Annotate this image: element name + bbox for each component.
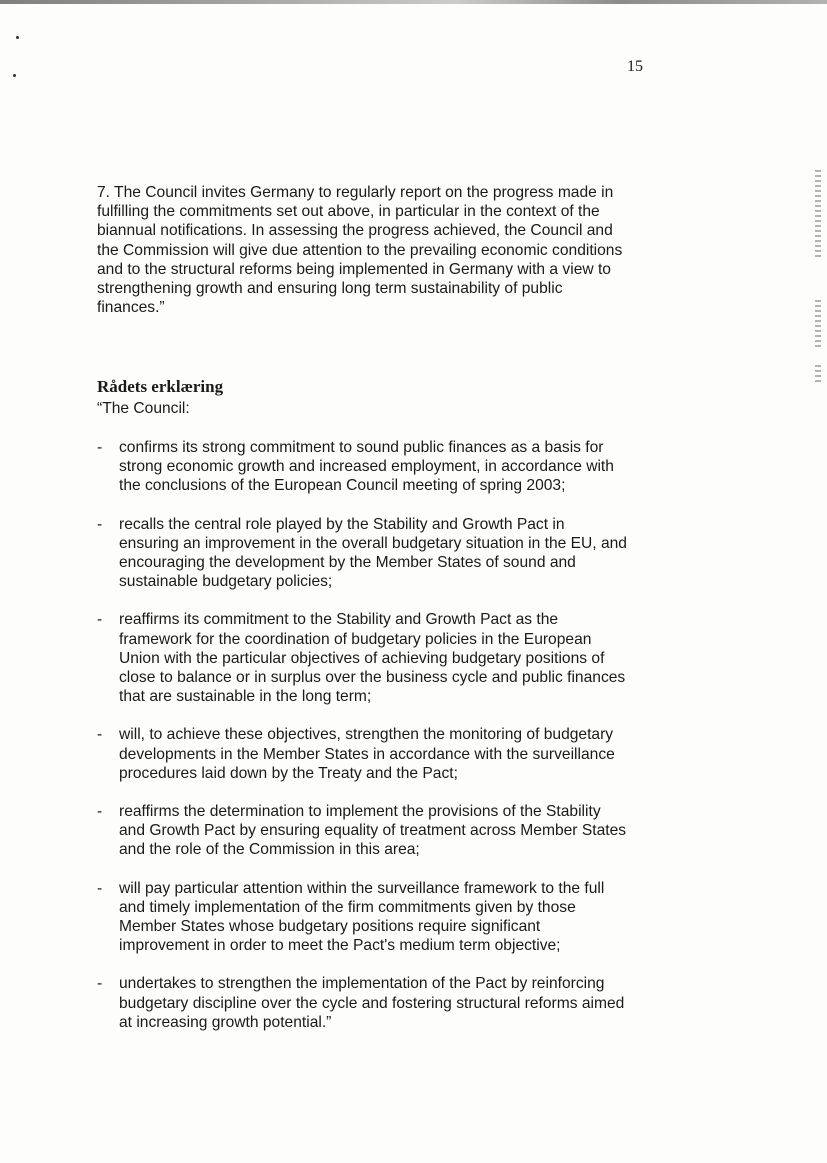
scan-edge-noise — [815, 170, 821, 260]
list-item-text: recalls the central role played by the Stability and Growth Pact in ensuring an improvement in the overall budgetary situation in the EU, and encouraging the development by the Member States of sound and sustainable budgetary policies; — [119, 515, 627, 591]
bullet-dash: - — [97, 611, 103, 629]
scan-edge-noise — [815, 300, 821, 350]
council-intro: “The Council: — [97, 400, 190, 417]
paragraph-7: 7. The Council invites Germany to regularly report on the progress made in fulfilling the commitments set out above, in particular in the context of the biannual notifications. In assessing the progress achieved, the Council and the Commission will give due attention to the prevailing economic conditions and to the structural reforms being implemented in Germany with a view to strengthening growth and ensuring long term sustainability of public finances.” — [97, 184, 623, 317]
bullet-dash: - — [97, 515, 103, 533]
bullet-dash: - — [97, 439, 103, 456]
list-item-text: will, to achieve these objectives, strengthen the monitoring of budgetary developments in the Member States in accordance with the surveillance procedures laid down by the Treaty and the Pact; — [119, 726, 615, 782]
list-item — [97, 725, 627, 783]
scan-top-edge — [0, 0, 827, 4]
list-item-text: confirms its strong commitment to sound public finances as a basis for strong economic growth and increased employment, in accordance with the conclusions of the European Council meeting of spring 2003; — [119, 439, 614, 495]
list-item-text: reaffirms the determination to implement the provisions of the Stability and Growth Pact by ensuring equality of treatment across Member States and the role of the Commission in this area; — [119, 803, 627, 859]
list-item — [97, 438, 627, 496]
list-item — [97, 879, 627, 956]
bullet-dash: - — [97, 803, 103, 821]
bullet-dash: - — [97, 879, 103, 897]
list-item — [97, 802, 627, 860]
council-statement-list — [97, 438, 627, 1051]
bullet-dash: - — [97, 975, 103, 993]
list-item-text: will pay particular attention within the surveillance framework to the full and timely implementation of the firm commitments given by those Member States whose budgetary positions require significant improvement in order to meet the Pact's medium term objective; — [119, 879, 605, 955]
section-heading: Rådets erklæring — [97, 377, 224, 396]
scan-speck — [16, 36, 19, 39]
list-item — [97, 974, 627, 1032]
list-item-text: undertakes to strengthen the implementation of the Pact by reinforcing budgetary discipline over the cycle and fostering structural reforms aimed at increasing growth potential.” — [119, 975, 625, 1031]
scan-speck — [13, 74, 16, 77]
page-number: 15 — [627, 58, 643, 75]
list-item — [97, 610, 627, 706]
bullet-dash: - — [97, 726, 103, 744]
scan-edge-noise — [815, 365, 821, 385]
list-item-text: reaffirms its commitment to the Stability and Growth Pact as the framework for the coordination of budgetary policies in the European Union with the particular objectives of achieving budgetary positions of close to balance or in surplus over the business cycle and public finances that are sustainable in the long term; — [119, 611, 626, 706]
list-item — [97, 515, 627, 592]
